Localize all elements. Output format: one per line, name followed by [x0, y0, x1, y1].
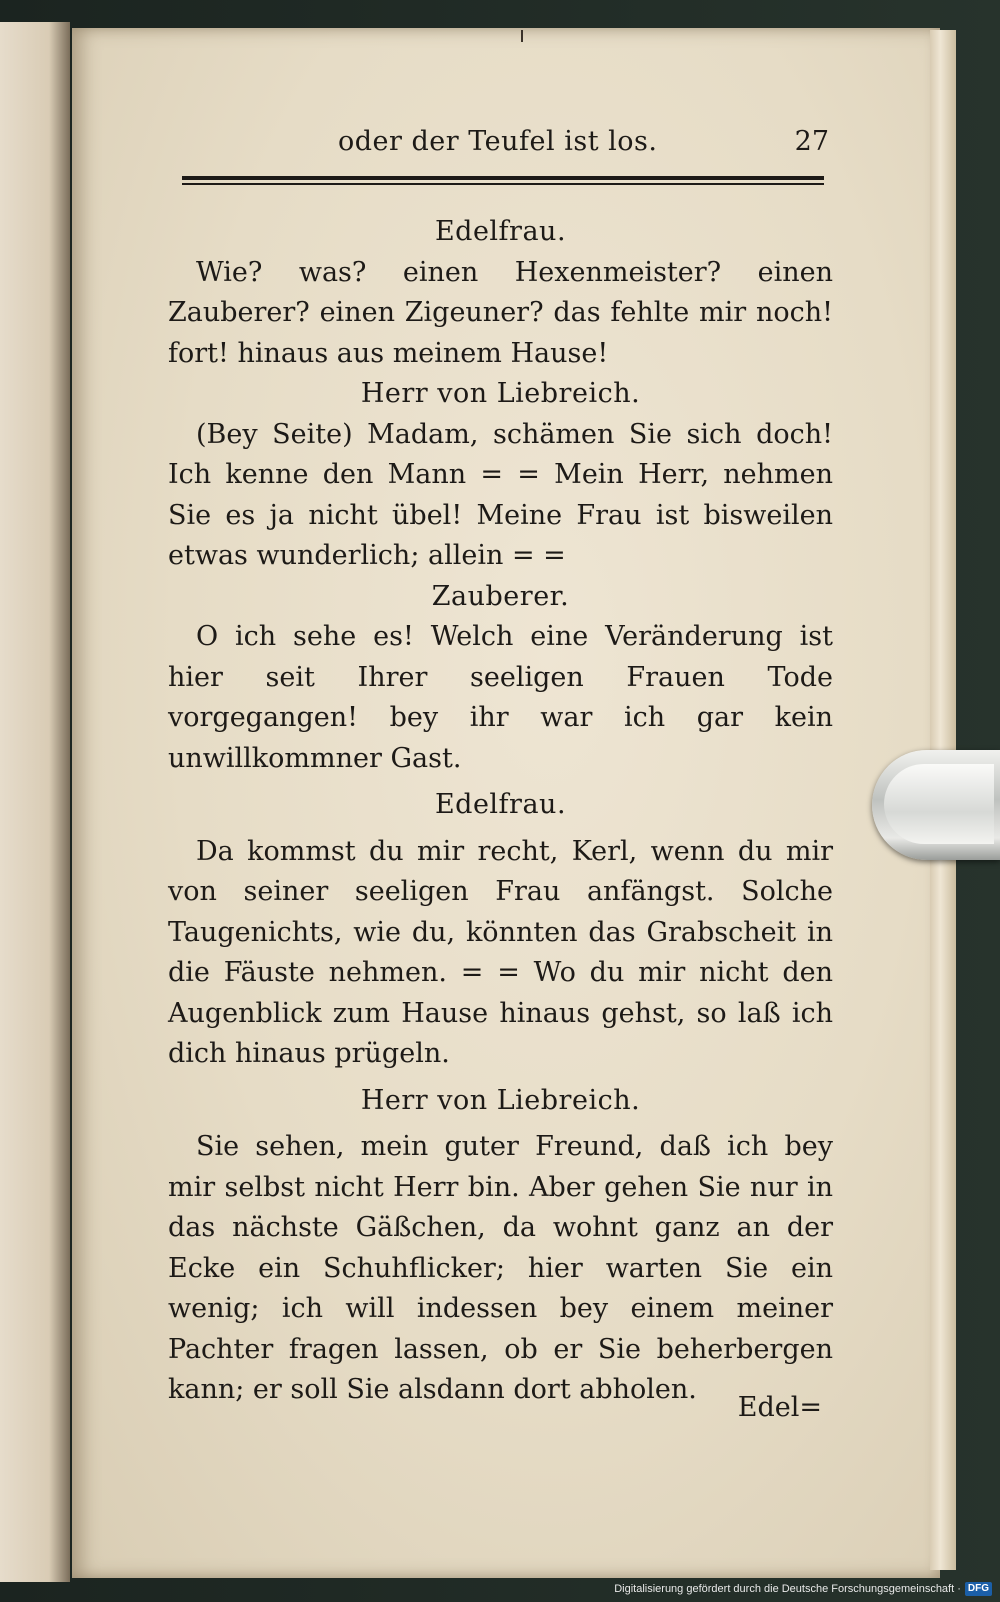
dfg-logo-icon: DFG: [965, 1582, 992, 1596]
speaker-label: Herr von Liebreich.: [360, 378, 641, 409]
digitization-credit: [614, 1580, 992, 1598]
dialogue-paragraph: Sie sehen, mein guter Freund, daß ich bey mir selbst nicht Herr bin. Aber gehen Sie nur in das nächste Gäßchen, da wohnt ganz an der Ecke ein Schuhflicker; hier warten Sie ein wenig; ich will indessen bey einem meiner Pachter fragen lassen, ob er Sie beherbergen kann; er soll Sie alsdann dort abholen.: [168, 1131, 833, 1405]
speaker-label: Edelfrau.: [434, 216, 567, 247]
dialogue-paragraph: (Bey Seite) Madam, schämen Sie sich doch! Ich kenne den Mann = = Mein Herr, nehmen Sie es ja nicht übel! Meine Frau ist bisweilen etwas wunderlich; allein = =: [168, 418, 833, 571]
print-mark: [521, 30, 523, 42]
header-rule: [182, 176, 824, 180]
speaker-label: Edelfrau.: [434, 789, 567, 820]
running-title: oder der Teufel ist los.: [338, 126, 658, 157]
header-rule-thin: [182, 183, 824, 185]
facing-page-edge: [0, 22, 70, 1582]
text-body: [168, 212, 833, 1411]
page-clip-highlight: [884, 764, 994, 844]
credit-text: Digitalisierung gefördert durch die Deutsche Forschungsgemeinschaft ·: [614, 1583, 961, 1595]
speaker-label: Zauberer.: [431, 580, 570, 612]
page-clip: [872, 750, 1000, 860]
dialogue-paragraph: Da kommst du mir recht, Kerl, wenn du mir von seiner seeligen Frau anfängst. Solche Taugenichts, wie du, könnten das Grabscheit in die Fäuste nehmen. = = Wo du mir nicht den Augenblick zum Hause hinaus gehst, so laß ich dich hinaus prügeln.: [168, 835, 833, 1069]
speaker-label: Herr von Liebreich.: [360, 1084, 641, 1116]
catchword: Edel=: [737, 1392, 822, 1423]
dialogue-paragraph: Wie? was? einen Hexenmeister? einen Zauberer? einen Zigeuner? das fehlte mir noch! fort! hinaus aus meinem Hause!: [168, 256, 833, 369]
dialogue-paragraph: O ich sehe es! Welch eine Veränderung ist hier seit Ihrer seeligen Frauen Tode vorgegangen! bey ihr war ich gar kein unwillkommner Gast.: [168, 621, 833, 774]
page-header: [168, 122, 833, 162]
page-number: 27: [794, 126, 829, 157]
